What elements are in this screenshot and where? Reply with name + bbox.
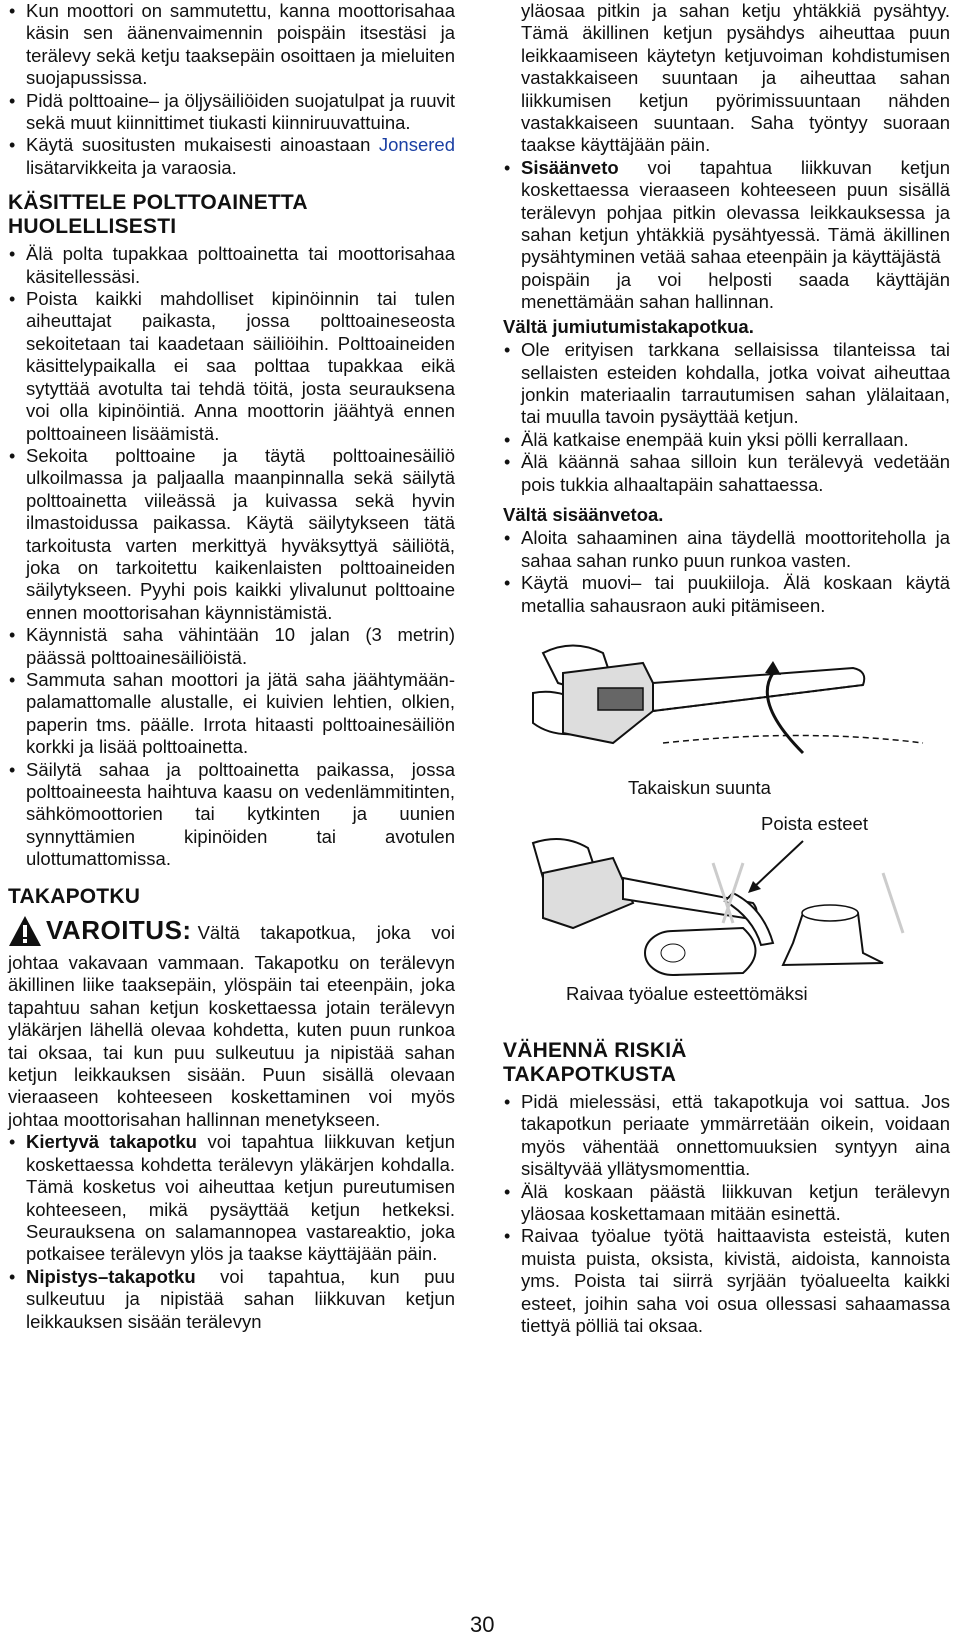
list-item [8, 134, 455, 179]
list-item: • Pidä mielessäsi, että takapotkuja voi sattua. Jos takapotkun periaate ymmärretään oikein, voidaan myös vähentää onnettomuuksien syntyyn aina sisältyvää yllätysmomenttia. [503, 1091, 950, 1181]
list-item: • Älä polta tupakkaa polttoainetta tai moottorisahaa käsitellessäsi. [8, 243, 455, 288]
warning-triangle-icon [8, 915, 42, 952]
list-item: • Älä koskaan päästä liikkuvan ketjun terälevyn yläosaa koskettamaan mitään esinettä. [503, 1181, 950, 1226]
fuel-bullet-list [8, 243, 455, 870]
pullin-text: voi tapahtua liikkuvan ketjun koskettaessa vieraaseen kohteeseen puun sisällä terälevyn pohjaa pitkin olevassa leikkauksessa ja sahan ketjun yhtäkkiä pysähtyessä. Tämä äkillinen pysähtyminen vetää sahaa eteenpäin ja käyttäjästä [521, 156, 950, 268]
list-item [8, 1266, 455, 1333]
pinch-kickback-text: voi tapahtua, kun puu sulkeutuu ja nipistää sahan liikkuvan ketjun leikkauksen sisään terälevyn [26, 1265, 455, 1332]
brand-bullet-post: lisätarvikkeita ja varaosia. [26, 156, 237, 178]
list-item: • Käytä muovi– tai puukiiloja. Älä koskaan käytä metallia sahausraon auki pitämiseen. [503, 572, 950, 617]
pinch-kickback-term: Nipistys–takapotku [26, 1265, 196, 1287]
pullin-list [503, 157, 950, 314]
kickback-direction-caption: Takaiskun suunta [628, 776, 771, 798]
rotational-kickback-text: voi tapahtua liikkuvan ketjun koskettaessa kohdetta terälevyn yläkärjen kohdalla. Tämä kosketus voi aiheuttaa ketjun pureutumisen kohteeseen, mikä pysäyttää ketjun hetkeksi. Seurauksena on salamannopea vastareaktio, joka potkaisee terälevyn ylös ja taakse käyttäjään päin. [26, 1131, 455, 1265]
intro-bullet-list [8, 0, 455, 179]
list-item: • Pidä polttoaine– ja öljysäiliöiden suojatulpat ja ruuvit sekä muut kiinnittimet tiukasti kiinniruuvattuina. [8, 90, 455, 135]
pinch-avoid-list [503, 339, 950, 496]
brand-bullet-pre: Käytä suositusten mukaisesti ainoastaan [26, 134, 371, 156]
pullin-term: Sisäänveto [521, 156, 619, 178]
left-column [8, 0, 455, 1333]
clear-work-area-caption: Raivaa työalue esteettömäksi [566, 982, 808, 1004]
brand-name: Jonsered [378, 134, 455, 156]
warning-paragraph [8, 915, 455, 1132]
warning-text: Vältä takapotkua, joka voi johtaa vakavaan vammaan. Takapotku on terälevyn äkillinen liike taaksepäin, ylöspäin tai eteenpäin, joka tapahtuu sahan ketjun koskettaessa jotain terälevyn yläkärjen lähellä olevaa kohdetta, kuten puun runkoa tai oksaa, tai kun puu sulkeutuu ja nipistää sahan ketjun leikkauksen sisään. Puun sisällä olevaan vieraaseen kohteeseen koskettaminen voi myös johtaa moottorisahan hallinnan menetykseen. [8, 921, 455, 1130]
pinch-continuation: yläosaa pitkin ja sahan ketju yhtäkkiä pysähtyy. Tämä äkillinen ketjun pysähdys aiheuttaa puun leikkaamiseen käytetyn ketjuvoiman kohdistumisen vastakkaiseen suuntaan ja aiheuttaa sahan liikkumisen ketjun pyörimissuuntaan nähden vastakkaiseen suuntaan. Saha työntyy suoraan taakse käyttäjään päin. [521, 0, 950, 156]
remove-obstacles-label: Poista esteet [761, 812, 868, 834]
clear-obstacles-illustration [503, 833, 950, 983]
reduce-heading-line1: VÄHENNÄ RISKIÄ [503, 1038, 687, 1062]
list-item: • Älä katkaise enempää kuin yksi pölli kerrallaan. [503, 429, 950, 451]
rotational-kickback-term: Kiertyvä takapotku [26, 1131, 197, 1153]
list-item: • Sammuta sahan moottori ja jätä saha jäähtymään-palamattomalle alustalle, ei kuivien lehtien, olkien, paperin tms. päälle. Irrota hitaasti polttoainesäiliön korkki ja lisää polttoainetta. [8, 669, 455, 759]
list-item: • Käynnistä saha vähintään 10 jalan (3 metrin) päässä polttoainesäiliöistä. [8, 624, 455, 669]
kickback-direction-illustration [503, 633, 950, 773]
list-item: • Säilytä sahaa ja polttoainetta paikassa, jossa polttoaineesta haihtuva kaasu on vedenlämmitinten, sähkömoottorien tai kytkinten ja uunien synnyttämien kipinöiden tai avotulen ulottumattomissa. [8, 759, 455, 871]
kickback-heading: TAKAPOTKU [8, 884, 141, 908]
list-item: • Aloita sahaaminen aina täydellä moottoriteholla ja sahaa sahan runko puun runkoa vasten. [503, 527, 950, 572]
pullin-text-cont: poispäin ja voi helposti saada käyttäjän menettämään sahan hallinnan. [521, 268, 950, 313]
list-item [503, 157, 950, 314]
warning-label: VAROITUS: [46, 914, 192, 945]
list-item: • Raivaa työalue työtä haittaavista esteistä, kuten muista puista, oksista, kivistä, aidoista, kannoista yms. Poista tai siirrä syrjään työalueelta kaikki esteet, joihin saha voi osua ollessasi sahaamassa tiettyä pölliä tai oksaa. [503, 1225, 950, 1337]
fuel-heading-line1: KÄSITTELE POLTTOAINETTA [8, 191, 308, 215]
kickback-type-list [8, 1131, 455, 1333]
fuel-heading [8, 191, 455, 239]
right-column [503, 0, 950, 1337]
list-item: • Sekoita polttoaine ja täytä polttoainesäiliö ulkoilmassa ja paljaalla maanpinnalla sekä säilytä polttoainetta viileässä ja kuivassa sekä hyvin ilmastoidussa paikassa. Käytä säilytykseen tätä tarkoitusta varten merkittyä hyväksyttyä säiliötä, joka on tarkoitettu kaikenlaisten polttoaineiden säilytykseen. Pyyhi pois kaikki ylivalunut polttoaine ennen moottorisahan käynnistämistä. [8, 445, 455, 624]
reduce-risk-heading [503, 1039, 950, 1087]
pullin-avoid-heading: Vältä sisäänvetoa. [503, 503, 664, 525]
list-item: • Ole erityisen tarkkana sellaisissa tilanteissa tai sellaisten esteiden kohdalla, jotka voivat aiheuttaa jonkin materiaalin tarrautumisen sahan ylälaitaan, tai muulla tavoin pysäyttää ketjun. [503, 339, 950, 429]
clear-obstacles-figure [503, 813, 950, 1009]
reduce-risk-list [503, 1091, 950, 1337]
pinch-avoid-heading: Vältä jumiutumistakapotkua. [503, 315, 754, 337]
fuel-heading-line2: HUOLELLISESTI [8, 215, 177, 239]
kickback-direction-figure [503, 633, 950, 799]
list-item: • Poista kaikki mahdolliset kipinöinnin tai tulen aiheuttajat paikasta, jossa polttoaineseosta sekoitetaan tai kaadetaan säiliöihin. Polttoaineiden käsittelypaikalla ei saa polttaa tupakkaa eikä sytyttää avotulta tai tehdä töitä, josta seurauksena voi olla kipinöintiä. Anna moottorin jäähtyä ennen polttoaineen lisäämistä. [8, 288, 455, 445]
list-item: • Älä käännä sahaa silloin kun terälevyä vedetään pois tukkia alhaaltapäin sahattaessa. [503, 451, 950, 496]
list-item: • Kun moottori on sammutettu, kanna moottorisahaa käsin sen äänenvaimennin poispäin itsestäsi ja terälevy sekä ketju taaksepäin osoittaen ja mieluiten suojapussissa. [8, 0, 455, 90]
list-item [8, 1131, 455, 1265]
pullin-avoid-list [503, 527, 950, 617]
page-number: 30 [470, 1612, 495, 1637]
reduce-heading-line2: TAKAPOTKUSTA [503, 1062, 677, 1086]
